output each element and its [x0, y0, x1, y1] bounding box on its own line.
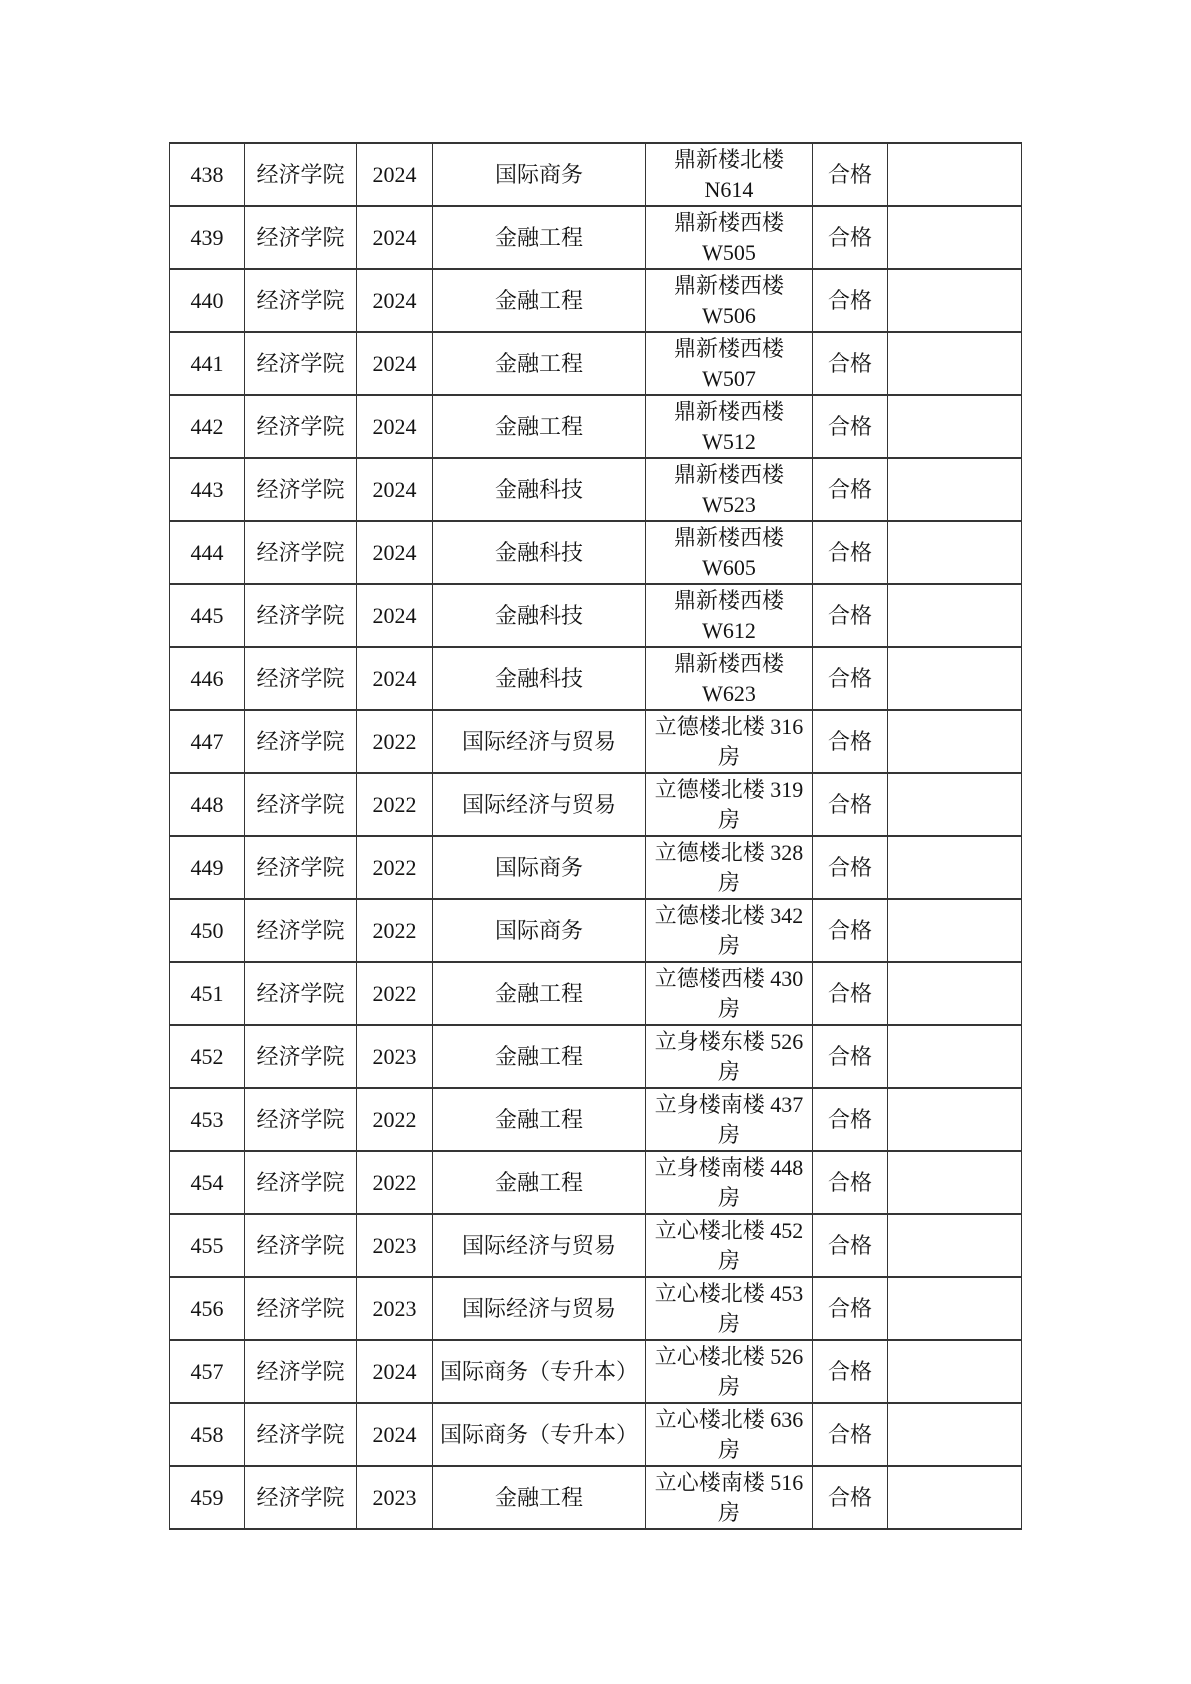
- cell-result: 合格: [813, 206, 888, 269]
- location-line-1: 鼎新楼西楼: [673, 650, 784, 676]
- cell-location: [646, 1466, 813, 1529]
- location-line-1: 立心楼南楼 516: [654, 1469, 804, 1495]
- location-line-1: 鼎新楼西楼: [673, 461, 784, 487]
- table-row: [170, 521, 1022, 584]
- cell-year: 2024: [357, 521, 433, 584]
- cell-college: 经济学院: [245, 395, 357, 458]
- table-row: [170, 206, 1022, 269]
- cell-location: [646, 962, 813, 1025]
- cell-major: 金融科技: [433, 584, 646, 647]
- location-line-2: W605: [702, 554, 756, 580]
- cell-college: 经济学院: [245, 1088, 357, 1151]
- location-line-1: 立心楼北楼 452: [654, 1217, 804, 1243]
- table-row: [170, 1403, 1022, 1466]
- cell-result: 合格: [813, 1151, 888, 1214]
- cell-note: [888, 1025, 1022, 1088]
- cell-note: [888, 1403, 1022, 1466]
- cell-location: [646, 332, 813, 395]
- location-line-1: 立心楼北楼 526: [654, 1343, 804, 1369]
- location-line-2: 房: [717, 743, 740, 769]
- cell-seq-no: 452: [170, 1025, 245, 1088]
- location-line-2: 房: [717, 1310, 740, 1336]
- cell-result: 合格: [813, 1214, 888, 1277]
- cell-result: 合格: [813, 584, 888, 647]
- cell-seq-no: 456: [170, 1277, 245, 1340]
- cell-result: 合格: [813, 458, 888, 521]
- cell-college: 经济学院: [245, 836, 357, 899]
- cell-year: 2024: [357, 647, 433, 710]
- cell-major: 金融科技: [433, 458, 646, 521]
- cell-location: [646, 1151, 813, 1214]
- cell-result: 合格: [813, 395, 888, 458]
- cell-location: [646, 206, 813, 269]
- cell-year: 2024: [357, 332, 433, 395]
- location-line-2: 房: [717, 1436, 740, 1462]
- location-line-1: 鼎新楼西楼: [673, 335, 784, 361]
- cell-college: 经济学院: [245, 206, 357, 269]
- cell-note: [888, 206, 1022, 269]
- cell-note: [888, 1340, 1022, 1403]
- cell-location: [646, 458, 813, 521]
- location-line-2: 房: [717, 806, 740, 832]
- location-line-2: W623: [702, 680, 756, 706]
- cell-year: 2024: [357, 1403, 433, 1466]
- cell-year: 2022: [357, 899, 433, 962]
- cell-college: 经济学院: [245, 1214, 357, 1277]
- location-line-2: 房: [717, 1058, 740, 1084]
- table-row: [170, 1466, 1022, 1529]
- cell-note: [888, 836, 1022, 899]
- table-row: [170, 1088, 1022, 1151]
- cell-note: [888, 584, 1022, 647]
- cell-note: [888, 647, 1022, 710]
- location-line-2: 房: [717, 1373, 740, 1399]
- cell-year: 2022: [357, 962, 433, 1025]
- cell-year: 2023: [357, 1025, 433, 1088]
- location-line-1: 立德楼西楼 430: [654, 965, 804, 991]
- cell-location: [646, 269, 813, 332]
- location-line-2: N614: [704, 176, 754, 202]
- cell-seq-no: 453: [170, 1088, 245, 1151]
- cell-result: 合格: [813, 1277, 888, 1340]
- cell-major: 国际商务: [433, 899, 646, 962]
- cell-seq-no: 438: [170, 143, 245, 206]
- cell-note: [888, 899, 1022, 962]
- cell-seq-no: 450: [170, 899, 245, 962]
- cell-seq-no: 440: [170, 269, 245, 332]
- cell-seq-no: 455: [170, 1214, 245, 1277]
- cell-college: 经济学院: [245, 1466, 357, 1529]
- table-row: [170, 1277, 1022, 1340]
- cell-seq-no: 458: [170, 1403, 245, 1466]
- cell-result: 合格: [813, 1340, 888, 1403]
- cell-result: 合格: [813, 332, 888, 395]
- location-line-1: 鼎新楼西楼: [673, 209, 784, 235]
- cell-major: 国际经济与贸易: [433, 710, 646, 773]
- cell-result: 合格: [813, 836, 888, 899]
- location-line-2: W512: [702, 428, 756, 454]
- cell-major: 国际经济与贸易: [433, 1277, 646, 1340]
- cell-result: 合格: [813, 647, 888, 710]
- cell-location: [646, 647, 813, 710]
- cell-year: 2023: [357, 1466, 433, 1529]
- cell-major: 金融工程: [433, 1151, 646, 1214]
- cell-result: 合格: [813, 1466, 888, 1529]
- cell-location: [646, 836, 813, 899]
- cell-major: 国际经济与贸易: [433, 1214, 646, 1277]
- cell-year: 2022: [357, 710, 433, 773]
- cell-location: [646, 1403, 813, 1466]
- cell-major: 金融工程: [433, 1025, 646, 1088]
- cell-note: [888, 458, 1022, 521]
- cell-note: [888, 269, 1022, 332]
- cell-college: 经济学院: [245, 899, 357, 962]
- cell-major: 国际商务（专升本）: [433, 1340, 646, 1403]
- classroom-inspection-table: [169, 142, 1022, 1530]
- cell-result: 合格: [813, 269, 888, 332]
- location-line-2: W612: [702, 617, 756, 643]
- cell-college: 经济学院: [245, 584, 357, 647]
- table-row: [170, 1025, 1022, 1088]
- location-line-1: 鼎新楼西楼: [673, 272, 784, 298]
- location-line-2: 房: [717, 995, 740, 1021]
- cell-year: 2024: [357, 584, 433, 647]
- cell-major: 国际商务: [433, 143, 646, 206]
- cell-location: [646, 584, 813, 647]
- cell-college: 经济学院: [245, 1403, 357, 1466]
- cell-location: [646, 1277, 813, 1340]
- cell-result: 合格: [813, 899, 888, 962]
- cell-note: [888, 1214, 1022, 1277]
- cell-seq-no: 445: [170, 584, 245, 647]
- cell-major: 金融工程: [433, 269, 646, 332]
- cell-seq-no: 444: [170, 521, 245, 584]
- cell-major: 金融科技: [433, 521, 646, 584]
- cell-college: 经济学院: [245, 269, 357, 332]
- location-line-1: 鼎新楼西楼: [673, 398, 784, 424]
- cell-result: 合格: [813, 773, 888, 836]
- location-line-1: 立身楼南楼 448: [654, 1154, 804, 1180]
- cell-seq-no: 457: [170, 1340, 245, 1403]
- table-row: [170, 269, 1022, 332]
- cell-seq-no: 442: [170, 395, 245, 458]
- table-row: [170, 584, 1022, 647]
- cell-location: [646, 899, 813, 962]
- table-row: [170, 710, 1022, 773]
- cell-college: 经济学院: [245, 710, 357, 773]
- cell-note: [888, 395, 1022, 458]
- location-line-2: 房: [717, 1247, 740, 1273]
- cell-major: 金融科技: [433, 647, 646, 710]
- cell-major: 金融工程: [433, 332, 646, 395]
- table-row: [170, 647, 1022, 710]
- cell-college: 经济学院: [245, 332, 357, 395]
- cell-result: 合格: [813, 710, 888, 773]
- location-line-1: 鼎新楼西楼: [673, 524, 784, 550]
- cell-seq-no: 448: [170, 773, 245, 836]
- cell-college: 经济学院: [245, 521, 357, 584]
- location-line-1: 立德楼北楼 342: [654, 902, 804, 928]
- cell-year: 2023: [357, 1214, 433, 1277]
- location-line-1: 立身楼东楼 526: [654, 1028, 804, 1054]
- cell-year: 2024: [357, 269, 433, 332]
- cell-year: 2022: [357, 773, 433, 836]
- cell-location: [646, 143, 813, 206]
- cell-college: 经济学院: [245, 647, 357, 710]
- cell-year: 2023: [357, 1277, 433, 1340]
- cell-seq-no: 459: [170, 1466, 245, 1529]
- location-line-2: 房: [717, 932, 740, 958]
- cell-seq-no: 443: [170, 458, 245, 521]
- cell-note: [888, 143, 1022, 206]
- location-line-2: 房: [717, 1121, 740, 1147]
- cell-seq-no: 449: [170, 836, 245, 899]
- cell-location: [646, 395, 813, 458]
- cell-note: [888, 773, 1022, 836]
- cell-result: 合格: [813, 143, 888, 206]
- cell-location: [646, 521, 813, 584]
- table-row: [170, 395, 1022, 458]
- cell-result: 合格: [813, 521, 888, 584]
- cell-year: 2022: [357, 1151, 433, 1214]
- location-line-2: 房: [717, 1499, 740, 1525]
- location-line-2: W523: [702, 491, 756, 517]
- cell-location: [646, 710, 813, 773]
- cell-major: 国际商务（专升本）: [433, 1403, 646, 1466]
- cell-college: 经济学院: [245, 458, 357, 521]
- cell-year: 2022: [357, 1088, 433, 1151]
- cell-seq-no: 441: [170, 332, 245, 395]
- cell-year: 2024: [357, 458, 433, 521]
- cell-note: [888, 1466, 1022, 1529]
- cell-note: [888, 1088, 1022, 1151]
- cell-note: [888, 1277, 1022, 1340]
- location-line-1: 立德楼北楼 328: [654, 839, 804, 865]
- location-line-1: 鼎新楼西楼: [673, 587, 784, 613]
- cell-seq-no: 446: [170, 647, 245, 710]
- cell-major: 金融工程: [433, 1088, 646, 1151]
- location-line-1: 立德楼北楼 319: [654, 776, 804, 802]
- cell-college: 经济学院: [245, 143, 357, 206]
- cell-year: 2024: [357, 1340, 433, 1403]
- location-line-1: 立心楼北楼 453: [654, 1280, 804, 1306]
- table-row: [170, 143, 1022, 206]
- cell-major: 金融工程: [433, 206, 646, 269]
- cell-location: [646, 1088, 813, 1151]
- cell-major: 国际商务: [433, 836, 646, 899]
- cell-college: 经济学院: [245, 1340, 357, 1403]
- location-line-2: W505: [702, 239, 756, 265]
- table-row: [170, 962, 1022, 1025]
- cell-location: [646, 1340, 813, 1403]
- cell-note: [888, 332, 1022, 395]
- location-line-1: 立心楼北楼 636: [654, 1406, 804, 1432]
- cell-result: 合格: [813, 1088, 888, 1151]
- cell-college: 经济学院: [245, 1277, 357, 1340]
- location-line-2: W506: [702, 302, 756, 328]
- cell-note: [888, 962, 1022, 1025]
- table-row: [170, 773, 1022, 836]
- cell-result: 合格: [813, 962, 888, 1025]
- cell-seq-no: 454: [170, 1151, 245, 1214]
- location-line-1: 鼎新楼北楼: [673, 146, 784, 172]
- cell-major: 金融工程: [433, 395, 646, 458]
- table-row: [170, 458, 1022, 521]
- cell-result: 合格: [813, 1025, 888, 1088]
- cell-college: 经济学院: [245, 773, 357, 836]
- table-row: [170, 1340, 1022, 1403]
- table-row: [170, 332, 1022, 395]
- cell-year: 2022: [357, 836, 433, 899]
- cell-location: [646, 773, 813, 836]
- cell-seq-no: 447: [170, 710, 245, 773]
- cell-note: [888, 521, 1022, 584]
- cell-college: 经济学院: [245, 1025, 357, 1088]
- table-body: [170, 143, 1022, 1529]
- location-line-2: 房: [717, 1184, 740, 1210]
- cell-college: 经济学院: [245, 1151, 357, 1214]
- location-line-2: W507: [702, 365, 756, 391]
- cell-major: 金融工程: [433, 962, 646, 1025]
- cell-year: 2024: [357, 395, 433, 458]
- cell-college: 经济学院: [245, 962, 357, 1025]
- table-row: [170, 899, 1022, 962]
- cell-location: [646, 1214, 813, 1277]
- cell-seq-no: 451: [170, 962, 245, 1025]
- cell-year: 2024: [357, 206, 433, 269]
- table-row: [170, 836, 1022, 899]
- cell-major: 国际经济与贸易: [433, 773, 646, 836]
- cell-major: 金融工程: [433, 1466, 646, 1529]
- cell-note: [888, 1151, 1022, 1214]
- location-line-1: 立德楼北楼 316: [654, 713, 804, 739]
- table-row: [170, 1151, 1022, 1214]
- cell-note: [888, 710, 1022, 773]
- table-row: [170, 1214, 1022, 1277]
- cell-result: 合格: [813, 1403, 888, 1466]
- location-line-2: 房: [717, 869, 740, 895]
- cell-seq-no: 439: [170, 206, 245, 269]
- cell-year: 2024: [357, 143, 433, 206]
- cell-location: [646, 1025, 813, 1088]
- location-line-1: 立身楼南楼 437: [654, 1091, 804, 1117]
